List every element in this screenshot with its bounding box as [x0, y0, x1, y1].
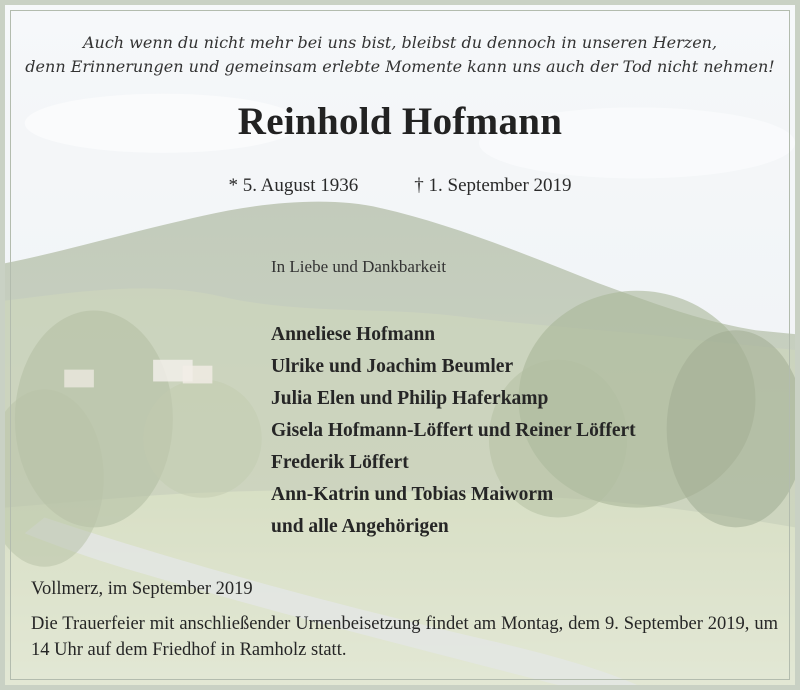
mourner-item: Frederik Löffert: [271, 452, 409, 473]
motto-quote: [5, 31, 795, 79]
death-date: † 1. September 2019: [414, 175, 572, 196]
deceased-name: Reinhold Hofmann: [237, 100, 563, 143]
mourner-item: Ulrike und Joachim Beumler: [271, 356, 514, 377]
motto-line-1: Auch wenn du nicht mehr bei uns bist, bleibst du dennoch in unseren Herzen,: [82, 33, 718, 52]
mourner-item: Gisela Hofmann-Löffert und Reiner Löffert: [271, 420, 636, 441]
funeral-service-info: Die Trauerfeier mit anschließender Urnenbeisetzung findet am Montag, dem 9. September 2019, um 14 Uhr auf dem Friedhof in Ramholz statt.: [31, 614, 778, 660]
gratitude-line: In Liebe und Dankbarkeit: [271, 257, 447, 276]
mourner-item: Ann-Katrin und Tobias Maiworm: [271, 484, 554, 505]
notice-content: [5, 5, 795, 685]
mourner-item: Anneliese Hofmann: [271, 324, 436, 345]
mourner-item: und alle Angehörigen: [271, 516, 449, 537]
mourners-list: [271, 319, 636, 543]
birth-date: * 5. August 1936: [228, 175, 359, 196]
life-dates: [5, 175, 795, 197]
motto-line-2: denn Erinnerungen und gemeinsam erlebte Momente kann uns auch der Tod nicht nehmen!: [25, 57, 775, 76]
mourner-item: Julia Elen und Philip Haferkamp: [271, 388, 549, 409]
place-and-date: Vollmerz, im September 2019: [31, 579, 253, 599]
